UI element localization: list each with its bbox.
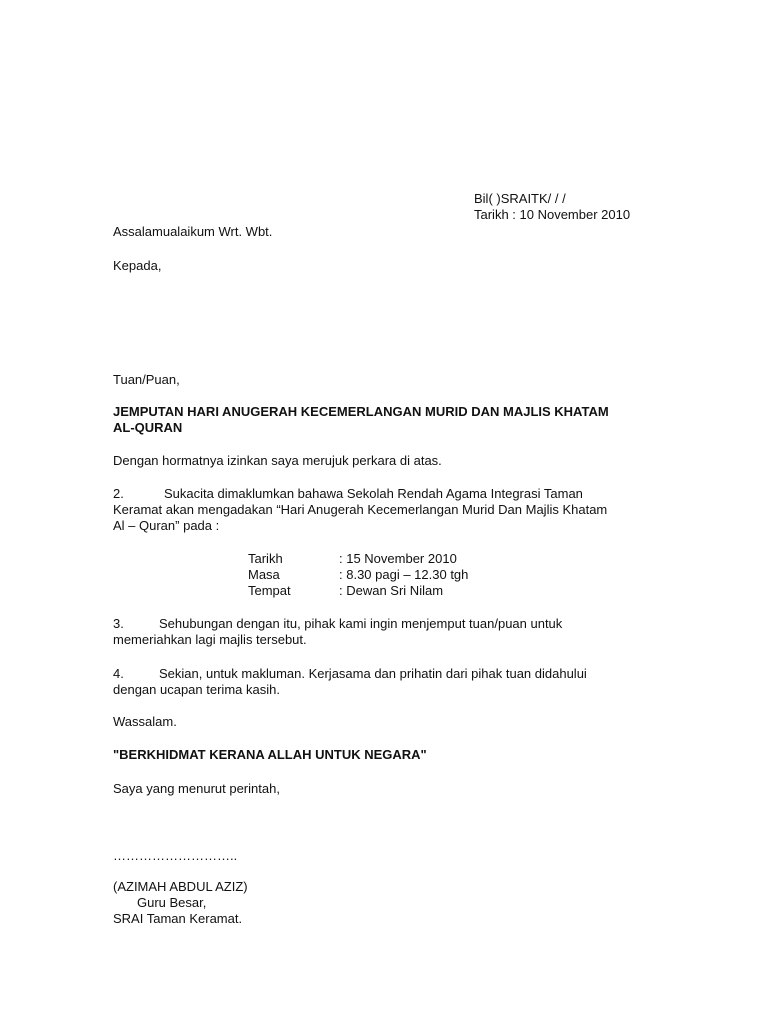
paragraph-4-number: 4. xyxy=(113,666,124,681)
signatory-school: SRAI Taman Keramat. xyxy=(113,911,243,926)
motto: "BERKHIDMAT KERANA ALLAH UNTUK NEGARA" xyxy=(113,747,427,762)
signature-line: ……………………….. xyxy=(113,848,238,863)
paragraph-2-line-1 xyxy=(113,486,583,502)
paragraph-2-line-3: Al – Quran” pada : xyxy=(113,518,220,533)
letter-date: Tarikh : 10 November 2010 xyxy=(474,207,631,222)
paragraph-2-line-2: Keramat akan mengadakan “Hari Anugerah Kecemerlangan Murid Dan Majlis Khatam xyxy=(113,502,608,517)
detail-label-date: Tarikh xyxy=(248,551,283,566)
signatory-name: (AZIMAH ABDUL AZIZ) xyxy=(113,879,248,894)
detail-value-time: : 8.30 pagi – 12.30 tgh xyxy=(339,567,469,582)
detail-value-date: : 15 November 2010 xyxy=(339,551,457,566)
paragraph-1: Dengan hormatnya izinkan saya merujuk perkara di atas. xyxy=(113,453,442,468)
paragraph-3-number: 3. xyxy=(113,616,124,631)
detail-label-venue: Tempat xyxy=(248,583,291,598)
subject-line-2: AL-QURAN xyxy=(113,420,183,435)
detail-value-venue: : Dewan Sri Nilam xyxy=(339,583,444,598)
closing: Wassalam. xyxy=(113,714,177,729)
salutation: Tuan/Puan, xyxy=(113,372,180,387)
paragraph-3-text-1: Sehubungan dengan itu, pihak kami ingin menjemput tuan/puan untuk xyxy=(159,616,563,631)
paragraph-4-text-1: Sekian, untuk makluman. Kerjasama dan prihatin dari pihak tuan didahului xyxy=(159,666,587,681)
paragraph-4-line-2: dengan ucapan terima kasih. xyxy=(113,682,280,697)
paragraph-3-line-2: memeriahkan lagi majlis tersebut. xyxy=(113,632,307,647)
paragraph-2-number: 2. xyxy=(113,486,124,501)
greeting: Assalamualaikum Wrt. Wbt. xyxy=(113,224,273,239)
subject-line-1: JEMPUTAN HARI ANUGERAH KECEMERLANGAN MURID DAN MAJLIS KHATAM xyxy=(113,404,609,419)
paragraph-3-line-1 xyxy=(113,616,562,632)
sign-off: Saya yang menurut perintah, xyxy=(113,781,280,796)
signatory-position: Guru Besar, xyxy=(137,895,207,910)
recipient-label: Kepada, xyxy=(113,258,162,273)
detail-label-time: Masa xyxy=(248,567,280,582)
paragraph-2-text-1: Sukacita dimaklumkan bahawa Sekolah Rendah Agama Integrasi Taman xyxy=(164,486,583,501)
reference-number: Bil( )SRAITK/ / / xyxy=(474,191,566,206)
paragraph-4-line-1 xyxy=(113,666,587,682)
